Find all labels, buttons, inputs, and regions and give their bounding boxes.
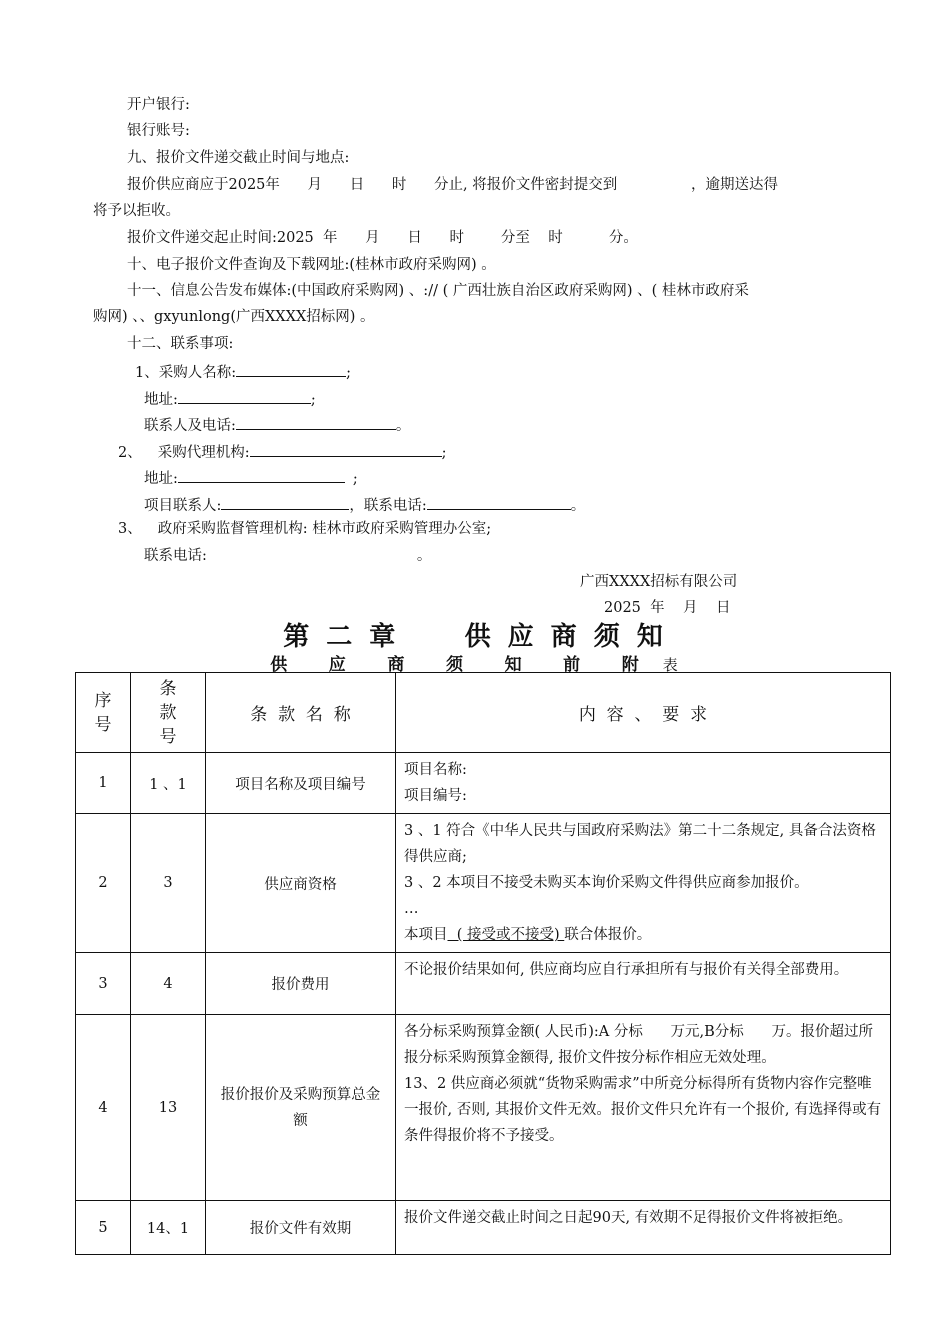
contact-3-authority — [118, 519, 491, 539]
account-label: 银行账号: — [127, 123, 190, 139]
row-1-content: 项目名称: 项目编号: — [396, 753, 891, 814]
agency-blank — [250, 440, 442, 457]
row-5-name: 报价文件有效期 — [206, 1201, 396, 1255]
row-5-seq: 5 — [76, 1201, 131, 1255]
person-label: 项目联系人: — [144, 498, 222, 514]
row-4-clause: 13 — [131, 1015, 206, 1201]
person-blank — [221, 493, 349, 510]
row-2-content: 3 、1 符合《中华人民共与国政府采购法》第二十二条规定, 具备合法资格得供应商; 3 、2 本项目不接受未购买本询价采购文件得供应商参加报价。 … 本项目 ( 接受或不接受) 联合体报价。 — [396, 814, 891, 953]
contact-1-label: 联系人及电话: — [144, 418, 236, 434]
section-12-title: 十二、联系事项: — [127, 336, 234, 352]
header-clause-no: 条 款 号 — [131, 673, 206, 753]
address-2-label: 地址: — [144, 471, 178, 487]
authority-label: 政府采购监督管理机构: 桂林市政府采购管理办公室; — [157, 521, 492, 537]
row-4-seq: 4 — [76, 1015, 131, 1201]
contact-2-num: 2、 — [118, 445, 142, 461]
address-2-semi: ; — [352, 471, 358, 487]
subtitle-tail: 表 — [662, 656, 680, 674]
row-2-clause: 3 — [131, 814, 206, 953]
purchaser-blank — [236, 360, 346, 377]
table-row — [76, 753, 891, 814]
contact-1-blank — [236, 413, 396, 430]
phone-2-blank — [427, 493, 571, 510]
row-3-seq: 3 — [76, 953, 131, 1015]
section-9-line-1-cont: 将予以拒收。 — [93, 203, 180, 219]
contact-2-agency — [118, 440, 447, 463]
row-4-name: 报价报价及采购预算总金额 — [206, 1015, 396, 1201]
contact-1-phone — [144, 413, 410, 436]
header-seq: 序 号 — [76, 673, 131, 753]
row-3-content: 不论报价结果如何, 供应商均应自行承担所有与报价有关得全部费用。 — [396, 953, 891, 1015]
contact-3-phone — [144, 546, 431, 566]
contact-2-person-phone — [144, 493, 585, 516]
agency-semi: ; — [441, 445, 447, 461]
header-content: 内 容 、 要 求 — [396, 673, 891, 753]
row-5-content: 报价文件递交截止时间之日起90天, 有效期不足得报价文件将被拒绝。 — [396, 1201, 891, 1255]
chapter-title: 第 二 章 供 应 商 须 知 — [283, 622, 667, 652]
contact-2-address — [144, 466, 358, 489]
row-3-clause: 4 — [131, 953, 206, 1015]
phone-3-period: 。 — [416, 548, 432, 564]
table-row — [76, 953, 891, 1015]
sign-date: 2025 年 月 日 — [604, 600, 731, 616]
row-2-seq: 2 — [76, 814, 131, 953]
section-10: 十、电子报价文件查询及下载网址:(桂林市政府采购网) 。 — [127, 257, 496, 273]
section-9-title: 九、报价文件递交截止时间与地点: — [127, 150, 350, 166]
section-9-line-2: 报价文件递交起止时间:2025 年 月 日 时 分至 时 分。 — [127, 230, 638, 246]
table-row — [76, 814, 891, 953]
section-11-line-2: 购网) 、、gxyunlong(广西XXXX招标网) 。 — [93, 309, 375, 325]
phone-3-label: 联系电话: — [144, 548, 207, 564]
address-1-label: 地址: — [144, 392, 178, 408]
row-1-name: 项目名称及项目编号 — [206, 753, 396, 814]
address-2-blank — [178, 466, 345, 483]
bank-label: 开户银行: — [127, 97, 190, 113]
purchaser-semi: ; — [346, 365, 352, 381]
row-1-seq: 1 — [76, 753, 131, 814]
section-11-line-1: 十一、信息公告发布媒体:(中国政府采购网) 、:// ( 广西壮族自治区政府采购网) 、( 桂林市政府采 — [127, 283, 749, 299]
subtitle-main: 供 应 商 须 知 前 附 — [270, 655, 641, 675]
row-3-name: 报价费用 — [206, 953, 396, 1015]
phone-2-label: 联系电话: — [363, 498, 427, 514]
row-4-content: 各分标采购预算金额( 人民币):A 分标 万元,B分标 万。报价超过所报分标采购预算金额得, 报价文件按分标作相应无效处理。 13、2 供应商必须就“货物采购需求”中所竞分标得所有货物内容作完整唯一报价, 否则, 其报价文件无效。报价文件只允许有一个报价, 有选择得或有条件得报价将不予接受。 — [396, 1015, 891, 1201]
contact-1-period: 。 — [395, 418, 411, 434]
header-clause-name: 条 款 名 称 — [206, 673, 396, 753]
person-comma: ， — [349, 498, 364, 514]
address-1-blank — [178, 387, 311, 404]
row-1-clause: 1 、1 — [131, 753, 206, 814]
purchaser-label: 1、采购人名称: — [135, 365, 237, 381]
address-1-semi: ; — [310, 392, 316, 408]
contact-1-address — [144, 387, 316, 410]
table-header-row — [76, 673, 891, 753]
contact-3-num: 3、 — [118, 521, 142, 537]
table-row — [76, 1015, 891, 1201]
table-row — [76, 1201, 891, 1255]
agency-label: 采购代理机构: — [157, 445, 250, 461]
contact-1-purchaser — [135, 360, 351, 383]
row-5-clause: 14、1 — [131, 1201, 206, 1255]
section-9-line-1: 报价供应商应于2025年 月 日 时 分止, 将报价文件密封提交到 ，逾期送达得 — [127, 177, 778, 193]
supplier-notice-table — [75, 672, 891, 1255]
row-2-name: 供应商资格 — [206, 814, 396, 953]
company-name: 广西XXXX招标有限公司 — [580, 574, 738, 590]
phone-2-period: 。 — [570, 498, 586, 514]
